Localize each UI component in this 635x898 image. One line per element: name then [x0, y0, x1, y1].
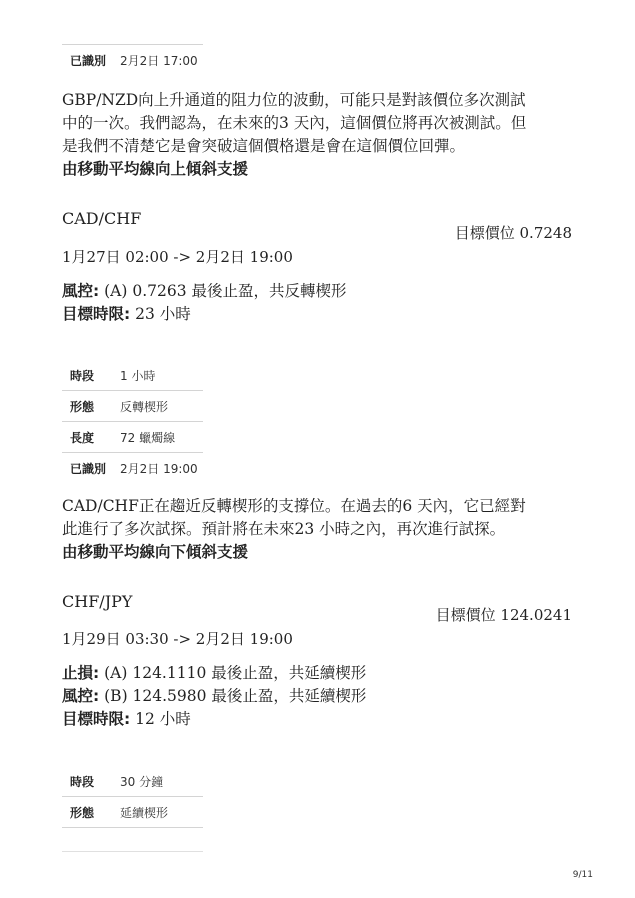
- risk-line: [62, 280, 572, 303]
- horizon-label: 目標時限:: [62, 710, 131, 728]
- row-key: 長度: [70, 431, 95, 445]
- row-value: 30 分鐘: [120, 775, 164, 789]
- table-row: [62, 422, 203, 453]
- page-number: 9/11: [572, 870, 593, 880]
- table-row: [62, 360, 203, 391]
- gbpnzd-paragraph: [62, 89, 572, 158]
- paragraph-line: 是我們不清楚它是會突破這個價格還是會在這個價位回彈。: [62, 137, 466, 155]
- horizon-value: 12 小時: [130, 710, 191, 728]
- row-value: 延續楔形: [120, 806, 169, 820]
- table-row: [62, 766, 203, 797]
- horizon-value: 23 小時: [130, 305, 191, 323]
- risk-label: 風控:: [62, 687, 100, 705]
- risk-value: (A) 0.7263 最後止盈，共反轉楔形: [99, 282, 347, 300]
- table-row: [62, 453, 203, 483]
- row-key: 時段: [70, 369, 95, 383]
- time-range: 1月27日 02:00 -> 2月2日 19:00: [62, 248, 293, 266]
- paragraph-line: GBP/NZD向上升通道的阻力位的波動，可能只是對該價位多次測試: [62, 91, 526, 109]
- cadchf-info-table: [62, 360, 203, 483]
- cadchf-paragraph: [62, 495, 572, 541]
- target-price: 目標價位 0.7248: [454, 224, 572, 242]
- stop-line: [62, 662, 572, 685]
- paragraph-line: 中的一次。我們認為，在未來的3 天內，這個價位將再次被測試。但: [62, 114, 527, 132]
- stop-value: (A) 124.1110 最後止盈，共延續楔形: [99, 664, 367, 682]
- risk-line: [62, 685, 572, 708]
- pair-title: CHF/JPY: [62, 592, 133, 611]
- cadchf-details: [62, 280, 572, 326]
- row-key: 已識別: [70, 462, 107, 476]
- risk-label: 風控:: [62, 282, 100, 300]
- table-row: [62, 797, 203, 828]
- row-key: 形態: [70, 806, 95, 820]
- row-value: 2月2日 19:00: [120, 462, 198, 476]
- chfjpy-info-table: [62, 766, 203, 828]
- row-value: 72 蠟燭線: [120, 431, 176, 445]
- section-heading: 由移動平均線向下傾斜支援: [62, 543, 249, 561]
- row-key: 時段: [70, 775, 95, 789]
- paragraph-line: CAD/CHF正在趨近反轉楔形的支撐位。在過去的6 天內，它已經對: [62, 497, 526, 515]
- pair-title: CAD/CHF: [62, 209, 142, 228]
- row-key: 已識別: [70, 54, 107, 68]
- row-key: 形態: [70, 400, 95, 414]
- target-price: 目標價位 124.0241: [435, 606, 572, 624]
- table-divider: [62, 851, 203, 852]
- time-range: 1月29日 03:30 -> 2月2日 19:00: [62, 630, 293, 648]
- risk-value: (B) 124.5980 最後止盈，共延續楔形: [99, 687, 367, 705]
- table-row: [62, 391, 203, 422]
- chfjpy-details: [62, 662, 572, 731]
- horizon-line: [62, 708, 572, 731]
- horizon-label: 目標時限:: [62, 305, 131, 323]
- top-info-table: [62, 44, 203, 75]
- horizon-line: [62, 303, 572, 326]
- row-value: 1 小時: [120, 369, 156, 383]
- stop-label: 止損:: [62, 664, 100, 682]
- section-heading: 由移動平均線向上傾斜支援: [62, 160, 249, 178]
- paragraph-line: 此進行了多次試探。預計將在未來23 小時之內，再次進行試探。: [62, 520, 506, 538]
- row-value: 反轉楔形: [120, 400, 169, 414]
- table-row: [62, 44, 203, 75]
- row-value: 2月2日 17:00: [120, 54, 198, 68]
